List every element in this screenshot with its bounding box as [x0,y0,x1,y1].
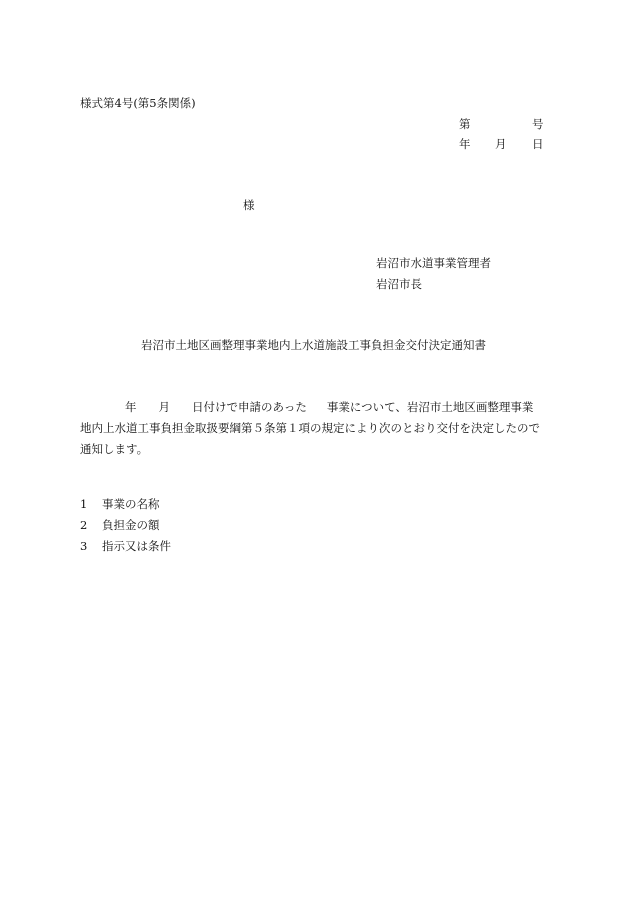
body-line-1-rest: 事業について、岩沼市土地区画整理事業 [326,400,534,414]
item-number: 1 [80,497,88,511]
item-label: 負担金の額 [102,518,160,532]
date-year-label: 年 [459,137,471,151]
issuer-line-1: 岩沼市水道事業管理者 [376,256,491,270]
list-item [80,541,171,562]
item-list [80,499,171,562]
issuer-line-2: 岩沼市長 [376,277,422,291]
body-line-1 [80,397,555,418]
item-number: 2 [80,518,88,532]
body-month-label: 月 [158,400,170,414]
list-item [80,520,171,541]
number-suffix: 号 [532,117,544,131]
list-item [80,499,171,520]
body-line-2: 地内上水道工事負担金取扱要綱第５条第１項の規定により次のとおり交付を決定したので [80,421,540,435]
addressee-honorific: 様 [243,198,255,212]
item-label: 事業の名称 [102,497,160,511]
item-label: 指示又は条件 [102,539,171,553]
form-number: 様式第4号(第5条関係) [80,96,196,110]
notice-body [80,397,555,460]
date-day-label: 日 [532,137,544,151]
date-month-label: 月 [495,137,507,151]
body-year-label: 年 [125,400,137,414]
number-prefix: 第 [459,117,471,131]
body-date-phrase: 日付けで申請のあった [192,400,307,414]
item-number: 3 [80,539,88,553]
document-title: 岩沼市土地区画整理事業地内上水道施設工事負担金交付決定通知書 [141,338,486,352]
body-line-3: 通知します。 [80,442,149,456]
